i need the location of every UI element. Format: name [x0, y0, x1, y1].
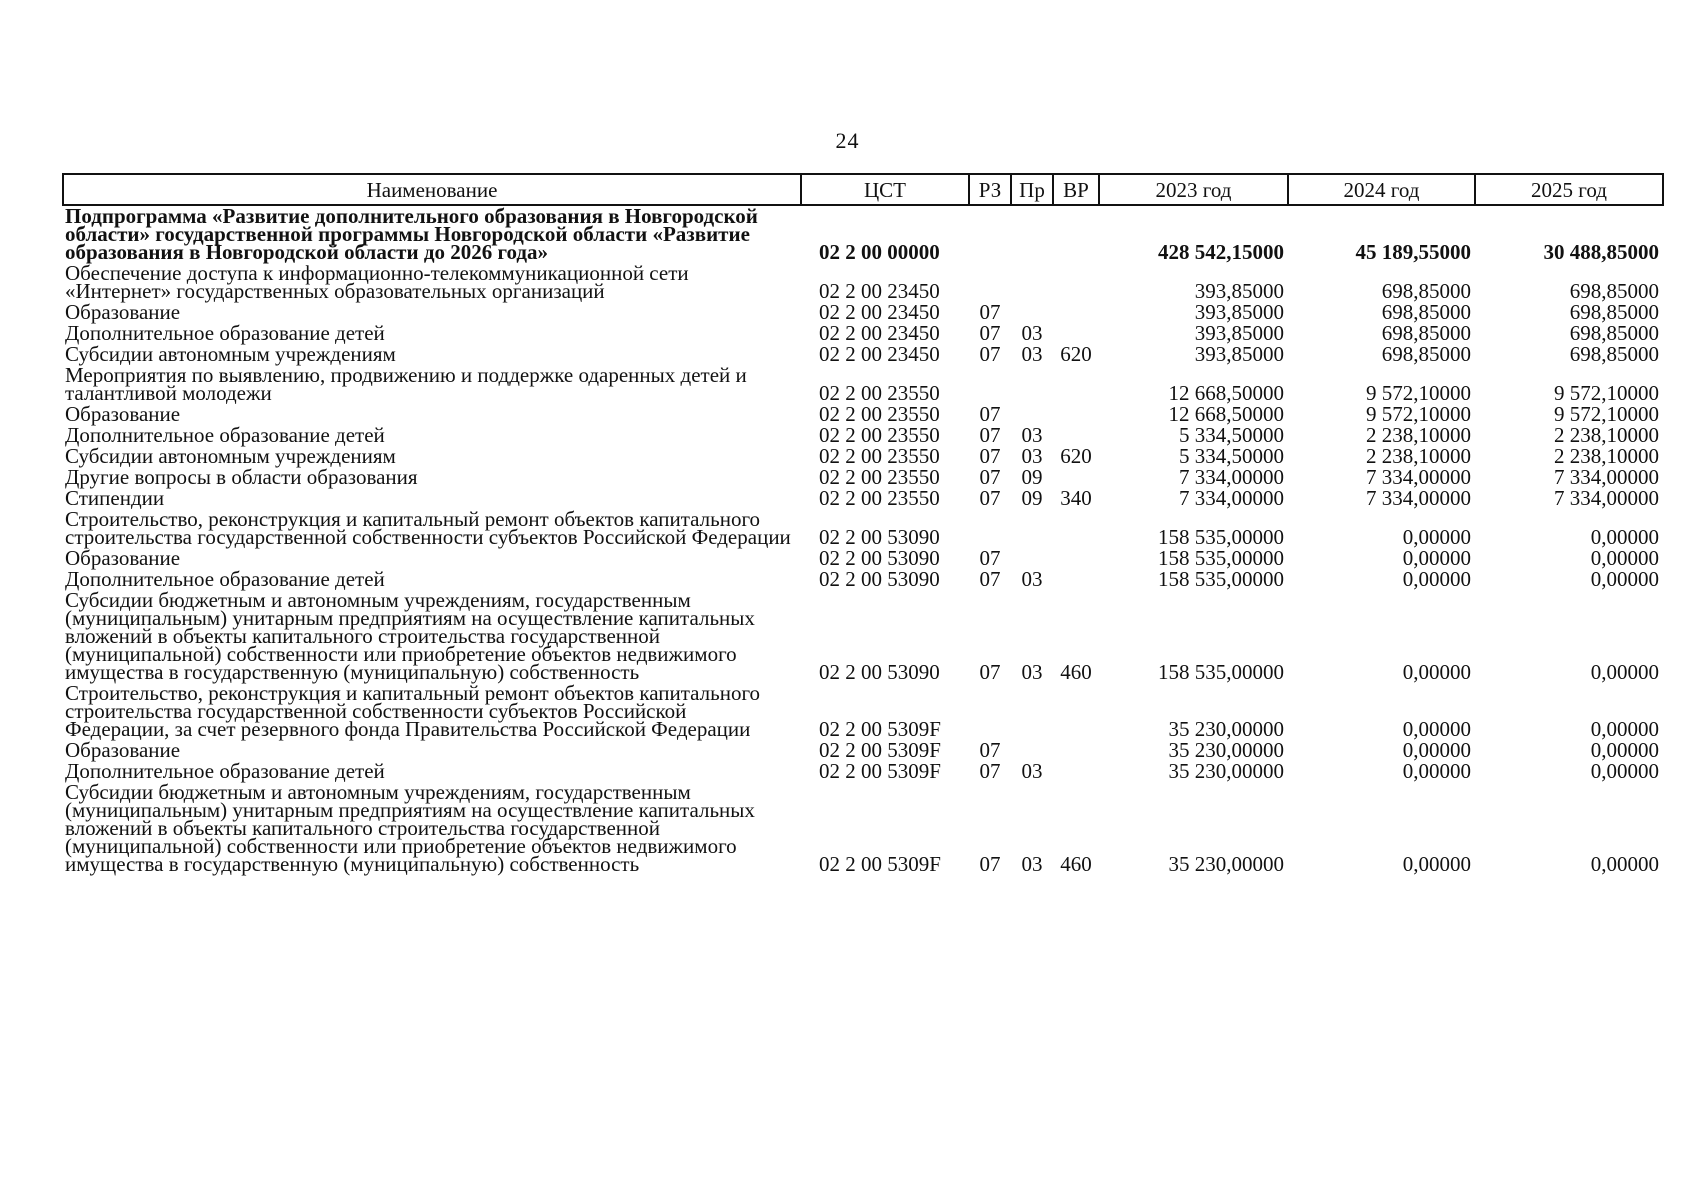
row-pr — [1011, 205, 1053, 263]
row-vr: 460 — [1060, 852, 1092, 876]
row-cst: 02 2 00 53090 — [819, 567, 940, 591]
row-2025: 9 572,10000 — [1554, 381, 1659, 405]
row-name: Образование — [65, 402, 181, 426]
table-body — [63, 205, 1663, 875]
budget-table-container — [62, 173, 1662, 875]
row-2024: 2 238,10000 — [1366, 444, 1471, 468]
row-2025: 698,85000 — [1569, 279, 1659, 303]
row-cst: 02 2 00 23450 — [819, 342, 940, 366]
row-2023: 428 542,15000 — [1158, 240, 1284, 264]
row-cst: 02 2 00 23550 — [819, 402, 940, 426]
header-2025: 2025 год — [1475, 174, 1663, 205]
row-pr: 03 — [1021, 342, 1043, 366]
table-row — [63, 740, 1663, 761]
row-rz — [969, 205, 1011, 263]
header-2023: 2023 год — [1099, 174, 1288, 205]
row-2024: 698,85000 — [1381, 300, 1471, 324]
row-2025: 30 488,85000 — [1543, 240, 1659, 264]
row-2025: 698,85000 — [1569, 321, 1659, 345]
row-2024: 698,85000 — [1381, 279, 1471, 303]
row-vr: 460 — [1060, 660, 1092, 684]
row-2025: 0,00000 — [1590, 660, 1659, 684]
row-cst: 02 2 00 23550 — [819, 486, 940, 510]
row-pr: 03 — [1021, 444, 1043, 468]
row-2023: 7 334,00000 — [1179, 465, 1284, 489]
row-name: Дополнительное образование детей — [65, 567, 385, 591]
row-pr: 03 — [1021, 567, 1043, 591]
row-pr — [1011, 683, 1053, 740]
row-vr: 620 — [1060, 444, 1092, 468]
row-vr — [1053, 509, 1099, 548]
row-rz — [969, 365, 1011, 404]
row-2024: 0,00000 — [1402, 717, 1471, 741]
row-2024: 7 334,00000 — [1366, 486, 1471, 510]
page-number: 24 — [835, 128, 860, 153]
table-row — [63, 590, 1663, 683]
row-rz: 07 — [979, 300, 1001, 324]
row-2025: 0,00000 — [1590, 717, 1659, 741]
row-2024: 0,00000 — [1402, 546, 1471, 570]
header-vr: ВР — [1053, 174, 1099, 205]
row-cst: 02 2 00 23450 — [819, 321, 940, 345]
row-cst: 02 2 00 53090 — [819, 546, 940, 570]
row-pr — [1011, 404, 1053, 425]
row-rz — [969, 509, 1011, 548]
row-2023: 393,85000 — [1194, 342, 1284, 366]
row-name: Строительство, реконструкция и капитальный ремонт объектов капитального строительства государственной собственности субъектов Российской Федерации — [65, 507, 791, 549]
row-vr: 620 — [1060, 342, 1092, 366]
table-row — [63, 205, 1663, 263]
row-name: Субсидии бюджетным и автономным учреждениям, государственным (муниципальным) унитарным предприятиям на осуществление капитальных вложений в объекты капитального строительства государственной (муниципальной) собственности или приобретение объектов недвижимого имущества в государственную (муниципальную) собственность — [65, 780, 755, 876]
row-vr — [1053, 205, 1099, 263]
row-2025: 0,00000 — [1590, 567, 1659, 591]
row-rz: 07 — [979, 660, 1001, 684]
table-row — [63, 467, 1663, 488]
row-cst: 02 2 00 23450 — [819, 300, 940, 324]
row-pr: 09 — [1021, 465, 1043, 489]
row-name: Другие вопросы в области образования — [65, 465, 418, 489]
header-2024: 2024 год — [1288, 174, 1475, 205]
table-row — [63, 548, 1663, 569]
row-cst: 02 2 00 53090 — [819, 660, 940, 684]
row-rz: 07 — [979, 444, 1001, 468]
row-rz — [969, 683, 1011, 740]
row-name: Дополнительное образование детей — [65, 759, 385, 783]
row-2025: 698,85000 — [1569, 342, 1659, 366]
row-2025: 2 238,10000 — [1554, 423, 1659, 447]
row-vr — [1053, 569, 1099, 590]
row-2024: 0,00000 — [1402, 660, 1471, 684]
row-2025: 0,00000 — [1590, 525, 1659, 549]
table-row — [63, 782, 1663, 875]
row-2024: 698,85000 — [1381, 342, 1471, 366]
row-vr — [1053, 365, 1099, 404]
row-2023: 12 668,50000 — [1168, 402, 1284, 426]
row-rz: 07 — [979, 546, 1001, 570]
row-rz: 07 — [979, 321, 1001, 345]
row-2023: 158 535,00000 — [1158, 567, 1284, 591]
table-row — [63, 446, 1663, 467]
row-cst: 02 2 00 00000 — [819, 240, 940, 264]
row-2025: 7 334,00000 — [1554, 465, 1659, 489]
table-row — [63, 488, 1663, 509]
row-name: Строительство, реконструкция и капитальный ремонт объектов капитального строительства государственной собственности субъектов Российской Федерации, за счет резервного фонда Правительства Российской Федерации — [65, 681, 761, 741]
row-rz: 07 — [979, 759, 1001, 783]
budget-table — [62, 173, 1664, 875]
row-pr — [1011, 548, 1053, 569]
row-2024: 7 334,00000 — [1366, 465, 1471, 489]
row-2024: 9 572,10000 — [1366, 381, 1471, 405]
row-2023: 35 230,00000 — [1168, 717, 1284, 741]
row-2023: 5 334,50000 — [1179, 423, 1284, 447]
row-cst: 02 2 00 23450 — [819, 279, 940, 303]
row-2024: 0,00000 — [1402, 567, 1471, 591]
row-2024: 2 238,10000 — [1366, 423, 1471, 447]
row-2023: 12 668,50000 — [1168, 381, 1284, 405]
row-2023: 393,85000 — [1194, 321, 1284, 345]
row-cst: 02 2 00 5309F — [819, 759, 941, 783]
row-2024: 9 572,10000 — [1366, 402, 1471, 426]
row-rz: 07 — [979, 567, 1001, 591]
header-name: Наименование — [63, 174, 801, 205]
row-rz — [969, 263, 1011, 302]
row-2023: 35 230,00000 — [1168, 759, 1284, 783]
row-pr: 03 — [1021, 660, 1043, 684]
row-name: Дополнительное образование детей — [65, 423, 385, 447]
row-name: Образование — [65, 300, 181, 324]
row-rz: 07 — [979, 486, 1001, 510]
row-cst: 02 2 00 53090 — [819, 525, 940, 549]
row-name: Субсидии автономным учреждениям — [65, 444, 396, 468]
row-rz: 07 — [979, 423, 1001, 447]
row-pr: 03 — [1021, 423, 1043, 447]
row-vr — [1053, 425, 1099, 446]
row-cst: 02 2 00 23550 — [819, 381, 940, 405]
table-row — [63, 425, 1663, 446]
row-vr — [1053, 263, 1099, 302]
row-vr — [1053, 467, 1099, 488]
header-pr: Пр — [1011, 174, 1053, 205]
row-vr — [1053, 404, 1099, 425]
table-row — [63, 365, 1663, 404]
table-row — [63, 344, 1663, 365]
row-pr — [1011, 509, 1053, 548]
header-row — [63, 174, 1663, 205]
row-pr: 09 — [1021, 486, 1043, 510]
row-pr — [1011, 263, 1053, 302]
table-row — [63, 683, 1663, 740]
row-cst: 02 2 00 23550 — [819, 465, 940, 489]
row-name: Стипендии — [65, 486, 165, 510]
row-cst: 02 2 00 5309F — [819, 717, 941, 741]
row-2023: 5 334,50000 — [1179, 444, 1284, 468]
table-row — [63, 263, 1663, 302]
row-2025: 0,00000 — [1590, 759, 1659, 783]
table-row — [63, 569, 1663, 590]
table-row — [63, 404, 1663, 425]
row-vr — [1053, 683, 1099, 740]
table-row — [63, 323, 1663, 344]
row-2023: 158 535,00000 — [1158, 546, 1284, 570]
row-2023: 393,85000 — [1194, 279, 1284, 303]
row-vr — [1053, 302, 1099, 323]
row-2023: 158 535,00000 — [1158, 660, 1284, 684]
row-vr — [1053, 761, 1099, 782]
row-2024: 0,00000 — [1402, 525, 1471, 549]
row-rz: 07 — [979, 738, 1001, 762]
row-cst: 02 2 00 23550 — [819, 444, 940, 468]
row-2024: 0,00000 — [1402, 759, 1471, 783]
table-row — [63, 761, 1663, 782]
row-name: Субсидии бюджетным и автономным учреждениям, государственным (муниципальным) унитарным предприятиям на осуществление капитальных вложений в объекты капитального строительства государственной (муниципальной) собственности или приобретение объектов недвижимого имущества в государственную (муниципальную) собственность — [65, 588, 755, 684]
table-row — [63, 509, 1663, 548]
row-cst: 02 2 00 5309F — [819, 852, 941, 876]
row-2023: 35 230,00000 — [1168, 738, 1284, 762]
row-rz: 07 — [979, 402, 1001, 426]
row-vr — [1053, 323, 1099, 344]
row-2025: 7 334,00000 — [1554, 486, 1659, 510]
row-2023: 158 535,00000 — [1158, 525, 1284, 549]
row-name: Образование — [65, 546, 181, 570]
row-name: Обеспечение доступа к информационно-телекоммуникационной сети «Интернет» государственных образовательных организаций — [65, 261, 689, 303]
row-2023: 393,85000 — [1194, 300, 1284, 324]
table-row — [63, 302, 1663, 323]
row-2024: 0,00000 — [1402, 738, 1471, 762]
row-2025: 9 572,10000 — [1554, 402, 1659, 426]
header-cst: ЦСТ — [801, 174, 969, 205]
row-cst: 02 2 00 5309F — [819, 738, 941, 762]
row-name: Дополнительное образование детей — [65, 321, 385, 345]
row-vr: 340 — [1060, 486, 1092, 510]
row-name: Субсидии автономным учреждениям — [65, 342, 396, 366]
row-vr — [1053, 740, 1099, 761]
row-name: Подпрограмма «Развитие дополнительного образования в Новгородской области» государственной программы Новгородской области «Развитие образования в Новгородской области до 2026 года» — [65, 204, 758, 264]
row-rz: 07 — [979, 852, 1001, 876]
row-rz: 07 — [979, 465, 1001, 489]
row-pr: 03 — [1021, 852, 1043, 876]
header-rz: РЗ — [969, 174, 1011, 205]
row-2025: 0,00000 — [1590, 738, 1659, 762]
row-rz: 07 — [979, 342, 1001, 366]
row-2025: 2 238,10000 — [1554, 444, 1659, 468]
row-pr — [1011, 365, 1053, 404]
row-name: Образование — [65, 738, 181, 762]
row-pr — [1011, 302, 1053, 323]
row-cst: 02 2 00 23550 — [819, 423, 940, 447]
row-name: Мероприятия по выявлению, продвижению и поддержке одаренных детей и талантливой молодежи — [65, 363, 747, 405]
table-header — [63, 174, 1663, 205]
row-2024: 45 189,55000 — [1355, 240, 1471, 264]
row-2025: 0,00000 — [1590, 546, 1659, 570]
row-2025: 0,00000 — [1590, 852, 1659, 876]
row-pr: 03 — [1021, 759, 1043, 783]
row-pr — [1011, 740, 1053, 761]
row-2024: 0,00000 — [1402, 852, 1471, 876]
row-2023: 7 334,00000 — [1179, 486, 1284, 510]
row-2025: 698,85000 — [1569, 300, 1659, 324]
row-pr: 03 — [1021, 321, 1043, 345]
row-vr — [1053, 548, 1099, 569]
row-2023: 35 230,00000 — [1168, 852, 1284, 876]
row-2024: 698,85000 — [1381, 321, 1471, 345]
